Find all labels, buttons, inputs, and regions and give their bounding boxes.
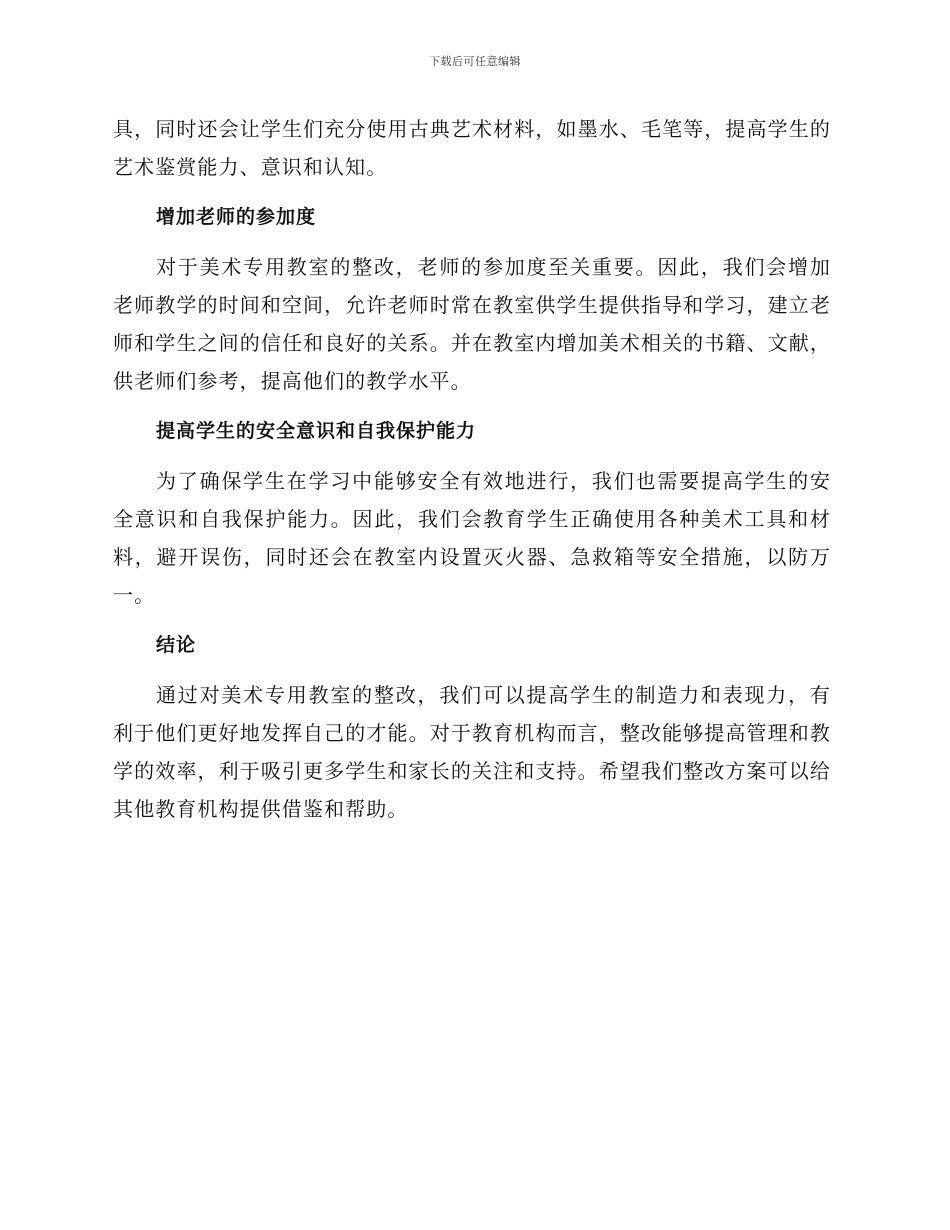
section-title-conclusion: 结论 <box>156 634 197 656</box>
section-title-student-safety: 提高学生的安全意识和自我保护能力 <box>156 420 477 442</box>
document-body <box>113 110 831 840</box>
section-paragraph-teacher-participation: 对于美术专用教室的整改，老师的参加度至关重要。因此，我们会增加老师教学的时间和空间，允许老师时常在教室供学生提供指导和学习，建立老师和学生之间的信任和良好的关系。并在教室内增加美术相关的书籍、文献，供老师们参考，提高他们的教学水平。 <box>113 255 831 393</box>
continued-paragraph: 具，同时还会让学生们充分使用古典艺术材料，如墨水、毛笔等，提高学生的艺术鉴赏能力、意识和认知。 <box>113 117 831 179</box>
section-title-teacher-participation: 增加老师的参加度 <box>156 206 317 228</box>
download-edit-note: 下载后可任意编辑 <box>429 55 521 68</box>
section-paragraph-conclusion: 通过对美术专用教室的整改，我们可以提高学生的制造力和表现力，有利于他们更好地发挥自己的才能。对于教育机构而言，整改能够提高管理和教学的效率，利于吸引更多学生和家长的关注和支持。希望我们整改方案可以给其他教育机构提供借鉴和帮助。 <box>113 683 831 821</box>
section-paragraph-student-safety: 为了确保学生在学习中能够安全有效地进行，我们也需要提高学生的安全意识和自我保护能力。因此，我们会教育学生正确使用各种美术工具和材料，避开误伤，同时还会在教室内设置灭火器、急救箱等安全措施，以防万一。 <box>113 469 831 607</box>
